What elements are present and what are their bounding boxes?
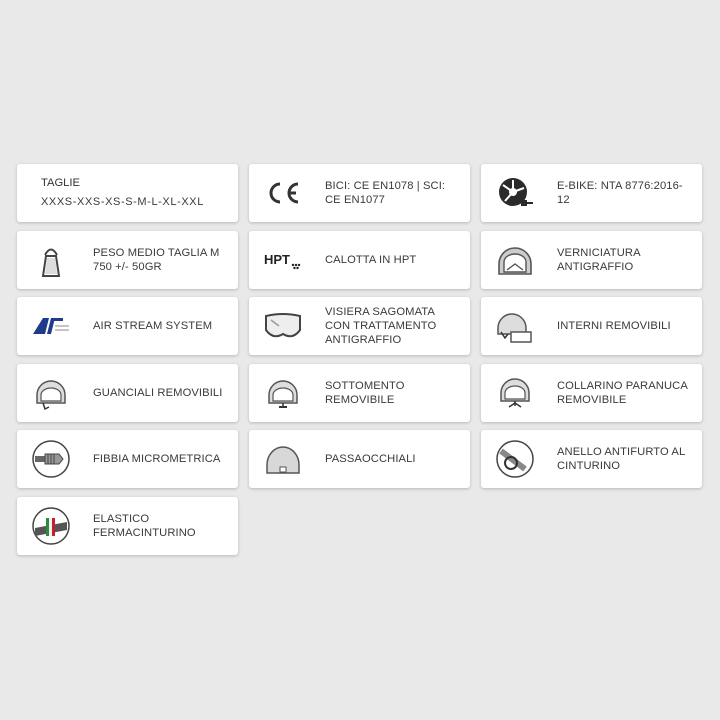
card-glasses	[249, 430, 470, 488]
card-paint	[481, 231, 702, 289]
card-e-bike	[481, 164, 702, 222]
card-shell	[249, 231, 470, 289]
air-stream-text: AIR STREAM SYSTEM	[93, 320, 213, 332]
shell-text: CALOTTA IN HPT	[325, 253, 417, 266]
strap-elastic-text: ELASTICO FERMACINTURINO	[93, 512, 196, 539]
card-certification	[249, 164, 470, 222]
card-strap-elastic	[17, 497, 238, 555]
sizes-title: TAGLIE	[41, 177, 80, 189]
anti-theft-ring-icon	[495, 439, 535, 479]
visor-text: VISIERA SAGOMATA CON TRATTAMENTO ANTIGRAFFIO	[325, 306, 437, 346]
card-sizes	[17, 164, 238, 222]
paint-text: VERNICIATURA ANTIGRAFFIO	[557, 246, 641, 273]
removable-liner-icon	[495, 306, 535, 346]
neck-collar-icon	[495, 373, 535, 413]
certification-text: BICI: CE EN1078 | SCI: CE EN1077	[325, 180, 446, 206]
card-air-stream	[17, 297, 238, 355]
neck-collar-text: COLLARINO PARANUCA REMOVIBILE	[557, 379, 688, 406]
helmet-paint-icon	[495, 240, 535, 280]
e-bike-text: E-BIKE: NTA 8776:2016-12	[557, 180, 683, 206]
cheek-pads-icon	[31, 373, 71, 413]
features-grid	[17, 164, 702, 555]
card-visor	[249, 297, 470, 355]
chin-guard-icon	[263, 373, 303, 413]
card-neck-collar	[481, 364, 702, 422]
weight-text: PESO MEDIO TAGLIA M 750 +/- 50GR	[93, 246, 220, 273]
air-stream-logo-icon	[31, 306, 71, 346]
glasses-text: PASSAOCCHIALI	[325, 453, 416, 465]
visor-icon	[263, 306, 303, 346]
sizes-list: XXXS-XXS-XS-S-M-L-XL-XXL	[41, 196, 204, 208]
hpt-logo-text: HPT	[264, 251, 290, 267]
card-liner	[481, 297, 702, 355]
cheek-pads-text: GUANCIALI REMOVIBILI	[93, 386, 223, 399]
card-chin-guard	[249, 364, 470, 422]
glasses-passage-icon	[263, 439, 303, 479]
buckle-text: FIBBIA MICROMETRICA	[93, 453, 221, 465]
liner-text: INTERNI REMOVIBILI	[557, 320, 671, 332]
e-bike-icon	[495, 173, 535, 213]
chin-guard-text: SOTTOMENTO REMOVIBILE	[325, 379, 405, 406]
card-buckle	[17, 430, 238, 488]
card-cheek-pads	[17, 364, 238, 422]
micrometric-buckle-icon	[31, 439, 71, 479]
anti-theft-text: ANELLO ANTIFURTO AL CINTURINO	[557, 446, 685, 472]
ce-mark-icon	[263, 173, 303, 213]
card-weight	[17, 231, 238, 289]
weight-icon	[31, 240, 71, 280]
card-anti-theft	[481, 430, 702, 488]
hpt-logo-icon	[263, 240, 303, 280]
strap-elastic-icon	[31, 506, 71, 546]
